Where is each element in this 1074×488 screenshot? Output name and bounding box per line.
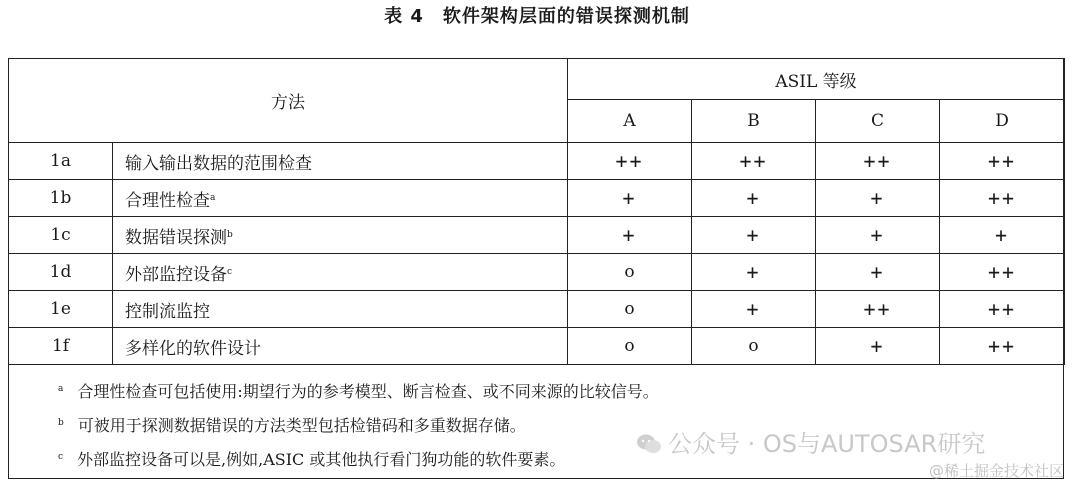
row-method-text: 合理性检查 <box>125 190 210 211</box>
header-level-b: B <box>692 100 816 143</box>
footnote-b <box>58 406 526 440</box>
row-id: 1f <box>9 328 113 365</box>
row-id: 1b <box>9 180 113 217</box>
rating-value: o <box>624 299 635 319</box>
watermark-text: 公众号 · OS与AUTOSAR研究 <box>668 430 986 458</box>
footnote-ref: a <box>210 192 216 203</box>
header-method: 方法 <box>9 59 568 143</box>
row-method-text: 数据错误探测 <box>125 227 227 248</box>
rating-value: ++ <box>987 334 1017 358</box>
rating-value: + <box>746 186 761 210</box>
wechat-icon <box>636 433 662 455</box>
footnote-mark: a <box>58 384 64 394</box>
row-method-text: 外部监控设备 <box>125 264 227 285</box>
rating-value: + <box>746 297 761 321</box>
header-asil: ASIL 等级 <box>568 59 1065 100</box>
table-title: 表 4 软件架构层面的错误探测机制 <box>384 6 690 27</box>
row-id: 1e <box>9 291 113 328</box>
rating-value: + <box>622 223 637 247</box>
row-method-text: 控制流监控 <box>125 301 210 322</box>
rating-value: ++ <box>987 297 1017 321</box>
watermark <box>636 424 985 464</box>
header-level-d: D <box>940 100 1065 143</box>
rating-value: + <box>870 186 885 210</box>
row-method-text: 多样化的软件设计 <box>125 338 261 359</box>
rating-value: ++ <box>987 260 1017 284</box>
rating-value: o <box>624 336 635 356</box>
rating-value: ++ <box>739 149 768 173</box>
rating-value: ++ <box>863 297 892 321</box>
header-level-c: C <box>816 100 940 143</box>
rating-value: + <box>994 223 1010 247</box>
rating-value: ++ <box>987 149 1017 173</box>
rating-value: + <box>870 334 885 358</box>
footnote-text: 可被用于探测数据错误的方法类型包括检错码和多重数据存储。 <box>77 416 526 435</box>
row-method-text: 输入输出数据的范围检查 <box>125 153 312 174</box>
footnote-ref: b <box>227 229 233 240</box>
rating-value: ++ <box>987 186 1017 210</box>
footnote-text: 外部监控设备可以是,例如,ASIC 或其他执行看门狗功能的软件要素。 <box>77 450 566 469</box>
footnote-a <box>58 372 659 406</box>
rating-value: + <box>746 260 761 284</box>
footnote-ref: c <box>227 266 233 277</box>
rating-value: ++ <box>863 149 892 173</box>
footnote-text: 合理性检查可包括使用:期望行为的参考模型、断言检查、或不同来源的比较信号。 <box>77 382 659 401</box>
rating-value: + <box>870 260 885 284</box>
row-id: 1d <box>9 254 113 291</box>
footnote-mark: c <box>58 452 64 462</box>
row-id: 1a <box>9 143 113 180</box>
rating-value: o <box>748 336 759 356</box>
footnote-c <box>58 440 565 474</box>
header-level-a: A <box>568 100 692 143</box>
rating-value: ++ <box>615 149 644 173</box>
watermark-sub: @稀土掘金技术社区 <box>928 462 1064 480</box>
rating-value: + <box>870 223 885 247</box>
row-id: 1c <box>9 217 113 254</box>
rating-value: + <box>622 186 637 210</box>
footnote-mark: b <box>58 418 64 428</box>
rating-value: + <box>746 223 761 247</box>
rating-value: o <box>624 262 635 282</box>
